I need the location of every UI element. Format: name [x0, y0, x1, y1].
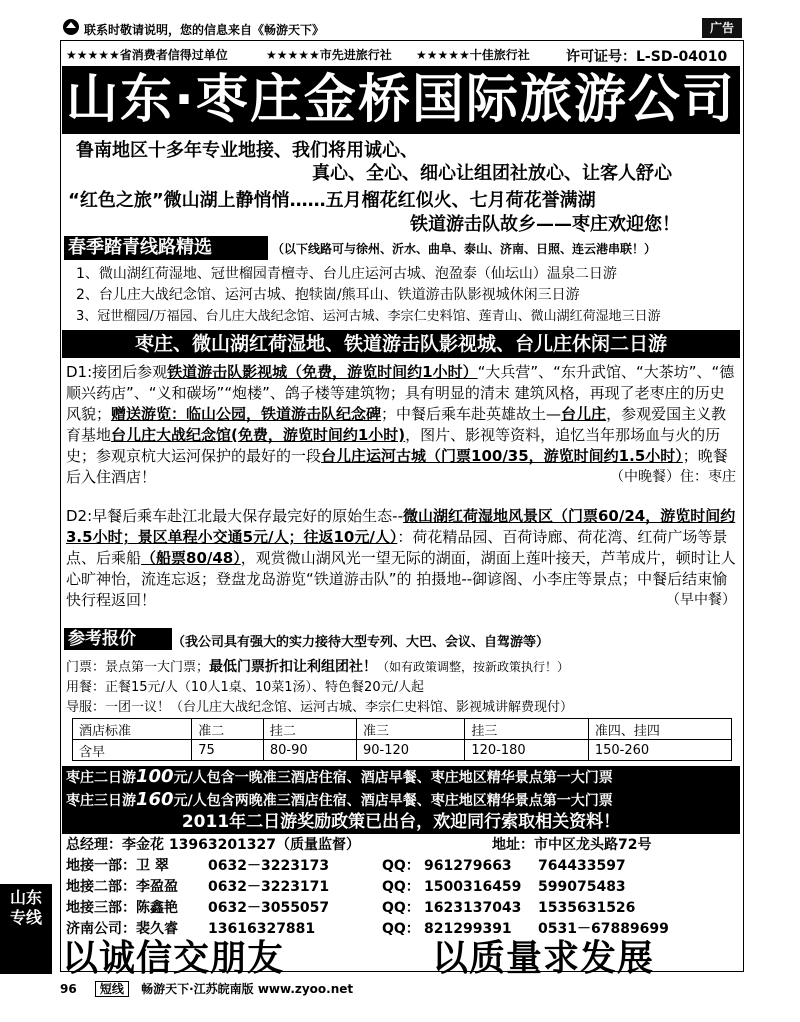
route-1: 1、微山湖红荷湿地、冠世榴园青檀寺、台儿庄运河古城、泡盈泰（仙坛山）温泉二日游	[76, 266, 617, 282]
package-2day-name: 枣庄二日游	[66, 770, 136, 786]
tagline-3: “红色之旅”微山湖上静悄悄……五月榴花红似火、七月荷花誉满湖	[68, 190, 596, 211]
d1-seg-8: ，图片、影视等资料，追忆当年那场血与火的历史；参观京杭大运河保护的最好的一段	[66, 426, 721, 465]
tagline-4: 铁道游击队故乡——枣庄欢迎您！	[410, 214, 680, 235]
table-cell: 120-180	[465, 740, 589, 761]
qq-label: QQ：	[382, 879, 420, 895]
publication-name: 畅游天下·江苏皖南版 www.zyoo.net	[141, 982, 354, 996]
honors-row	[66, 46, 738, 64]
d1-seg-1: 铁道游击队影视城（免费，游览时间约1小时）	[167, 363, 478, 381]
d1-label: D1:	[66, 363, 93, 381]
d2-seg-0: 早餐后乘车赴江北最大保存最完好的原始生态--	[92, 507, 403, 525]
package-2day-price: 100	[136, 766, 174, 787]
table-header-row	[73, 719, 732, 740]
guide-line: 导服：一团一议！（台儿庄大战纪念馆、运河古城、李宗仁史料馆、影视城讲解费现付）	[66, 700, 574, 715]
page-footer	[60, 980, 353, 997]
package-3day-price: 160	[136, 789, 174, 810]
package-band	[62, 766, 740, 810]
qq-label: QQ：	[382, 858, 420, 874]
d2-seg-4: ，观赏微山湖风光一望无际的湖面，湖面上莲叶接天，芦苇成片，顿时让人心旷神怡，流连忘返；登盘龙岛游览“铁道游击队”的 拍摄地--御谚阁、小李庄等景点；中餐后结束愉快行程返回！	[66, 549, 736, 609]
meals-line: 用餐：正餐15元/人（10人1桌、10菜1汤）、特色餐20元/人起	[66, 680, 424, 695]
slogan-right: 以质量求发展	[432, 938, 655, 979]
package-3day-detail: 元/人包含两晚准三酒店住宿、酒店早餐、枣庄地区精华景点第一大门票	[173, 793, 613, 809]
tickets-line	[66, 656, 569, 676]
d2-label: D2:	[66, 507, 93, 525]
honor-3: ★★★★★十佳旅行社	[416, 48, 530, 62]
contact-extra: 599075483	[538, 879, 626, 895]
contact-notice: 联系时敬请说明，您的信息来自《畅游天下》	[84, 23, 325, 37]
contact-extra: 0531－67889699	[538, 921, 669, 937]
company-title: 山东·枣庄金桥国际旅游公司	[62, 66, 740, 134]
tickets-bold: 最低门票折扣让利组团社！	[209, 659, 378, 675]
route-3: 3、冠世榴园/万福园、台儿庄大战纪念馆、运河古城、李宗仁史料馆、莲青山、微山湖红荷湿地三日游	[76, 309, 661, 324]
manager: 总经理：李金花 13963201327（质量监督）	[66, 837, 361, 853]
license-number: 许可证号：L-SD-04010	[566, 49, 728, 65]
contact-qq: 821299391	[424, 921, 512, 937]
tagline-2: 真心、全心、细心让组团社放心、让客人舒心	[312, 163, 672, 184]
side-tab-label: 山东专线	[9, 888, 42, 927]
address: 地址：市中区龙头路72号	[492, 837, 652, 853]
d2-seg-3: （船票80/48）	[141, 549, 241, 567]
table-header: 酒店标准	[73, 719, 192, 740]
contact-qq: 1623137043	[424, 900, 522, 916]
itinerary-day2	[66, 506, 736, 611]
d2-seg-1: 微山湖红荷湿地风景区（门票60/24，游览时间约3.5小时；景区单程小交通5元/人；往返10元/人）	[66, 507, 736, 546]
pricing-note: （我公司具有强大的实力接待大型专列、大巴、会议、自驾游等）	[172, 635, 550, 650]
tickets-note: （如有政策调整，按新政策执行！）	[377, 660, 570, 674]
contact-dept: 济南公司：裴久睿	[66, 921, 178, 937]
policy-banner: 2011年二日游奖励政策已出台，欢迎同行索取相关资料！	[62, 810, 740, 834]
contact-extra: 1535631526	[538, 900, 636, 916]
contact-qq: 961279663	[424, 858, 512, 874]
package-3day-name: 枣庄三日游	[66, 793, 136, 809]
d2-meals: （早中餐）	[666, 592, 736, 608]
contact-row	[66, 878, 736, 897]
contact-dept: 地接二部：李盈盈	[66, 879, 178, 895]
contact-row	[66, 857, 736, 876]
d1-seg-9: 台儿庄运河古城（门票100/35，游览时间约1.5小时）	[321, 447, 683, 465]
package-3day	[66, 789, 740, 812]
table-cell: 80-90	[263, 740, 356, 761]
top-bar	[62, 18, 742, 40]
table-header: 准二	[192, 719, 264, 740]
d1-meals: （中晚餐）住：枣庄	[610, 469, 736, 485]
side-tab	[0, 884, 52, 974]
tagline-1: 鲁南地区十多年专业地接、我们将用诚心、	[76, 140, 418, 161]
contact-phone: 0632－3223171	[208, 879, 330, 895]
contact-phone: 0632－3223173	[208, 858, 330, 874]
contact-dept: 地接三部：陈鑫艳	[66, 900, 178, 916]
ad-label: 广告	[702, 18, 742, 38]
route-2: 2、台儿庄大战纪念馆、运河古城、抱犊崮/熊耳山、铁道游击队影视城休闲三日游	[76, 287, 580, 303]
contact-extra: 764433597	[538, 858, 626, 874]
hotel-price-table	[72, 718, 732, 761]
table-header: 准四、挂四	[588, 719, 731, 740]
table-header: 挂二	[263, 719, 356, 740]
table-cell: 含早	[73, 740, 192, 761]
package-2day-detail: 元/人包含一晚准三酒店住宿、酒店早餐、枣庄地区精华景点第一大门票	[173, 770, 613, 786]
spring-note: （以下线路可与徐州、沂水、曲阜、泰山、济南、日照、连云港串联！）	[272, 242, 657, 256]
qq-label: QQ：	[382, 921, 420, 937]
d2-seg-2: ：荷花精品园、百荷诗廊、荷花湾、红荷广场等景点、后乘船	[66, 528, 728, 567]
d1-seg-10: ；晚餐后入住酒店！	[66, 447, 728, 486]
pricing-heading: 参考报价	[64, 628, 172, 650]
package-2day	[66, 766, 740, 789]
featured-route: 枣庄、微山湖红荷湿地、铁道游击队影视城、台儿庄休闲二日游	[62, 330, 740, 358]
table-row	[73, 740, 732, 761]
d1-seg-6: ，参观爱国主义教育基地	[66, 405, 727, 444]
honor-2: ★★★★★市先进旅行社	[266, 48, 392, 62]
manager-line	[66, 836, 736, 855]
table-cell: 90-120	[357, 740, 465, 761]
table-cell: 150-260	[588, 740, 731, 761]
table-header: 准三	[357, 719, 465, 740]
qq-label: QQ：	[382, 900, 420, 916]
d1-seg-0: 接团后参观	[92, 363, 168, 381]
table-header: 挂三	[465, 719, 589, 740]
d1-seg-2: “大兵营”、“东升武馆、“大茶坊”、“德顺兴药店”、“义和碳场”“炮楼”、鸽子楼等建筑物；具有明显的清末 建筑风格，再现了老枣庄的历史风貌；	[66, 363, 735, 423]
contact-qq: 1500316459	[424, 879, 522, 895]
contact-row	[66, 899, 736, 918]
honor-1: ★★★★★省消费者信得过单位	[66, 48, 228, 62]
d1-seg-3: 赠送游览：临山公园，铁道游击队纪念碑	[111, 405, 382, 423]
contact-phone: 13616327881	[208, 921, 316, 937]
section-label: 短线	[95, 981, 129, 997]
d1-seg-7: 台儿庄大战纪念馆(免费，游览时间约1小时)	[111, 426, 406, 444]
slogan-row	[62, 930, 740, 979]
table-cell: 75	[192, 740, 264, 761]
d1-seg-4: ；中餐后乘车赴英雄故土—	[381, 405, 562, 423]
tickets-label: 门票：景点第一大门票；	[66, 660, 210, 675]
d1-seg-5: 台儿庄	[561, 405, 607, 423]
spring-heading: 春季踏青线路精选	[64, 236, 268, 260]
contact-phone: 0632－3055057	[208, 900, 330, 916]
page-number: 96	[60, 982, 77, 996]
slogan-left: 以诚信交朋友	[62, 938, 285, 979]
contact-dept: 地接一部：卫 翠	[66, 858, 169, 874]
itinerary-day1	[66, 362, 736, 488]
